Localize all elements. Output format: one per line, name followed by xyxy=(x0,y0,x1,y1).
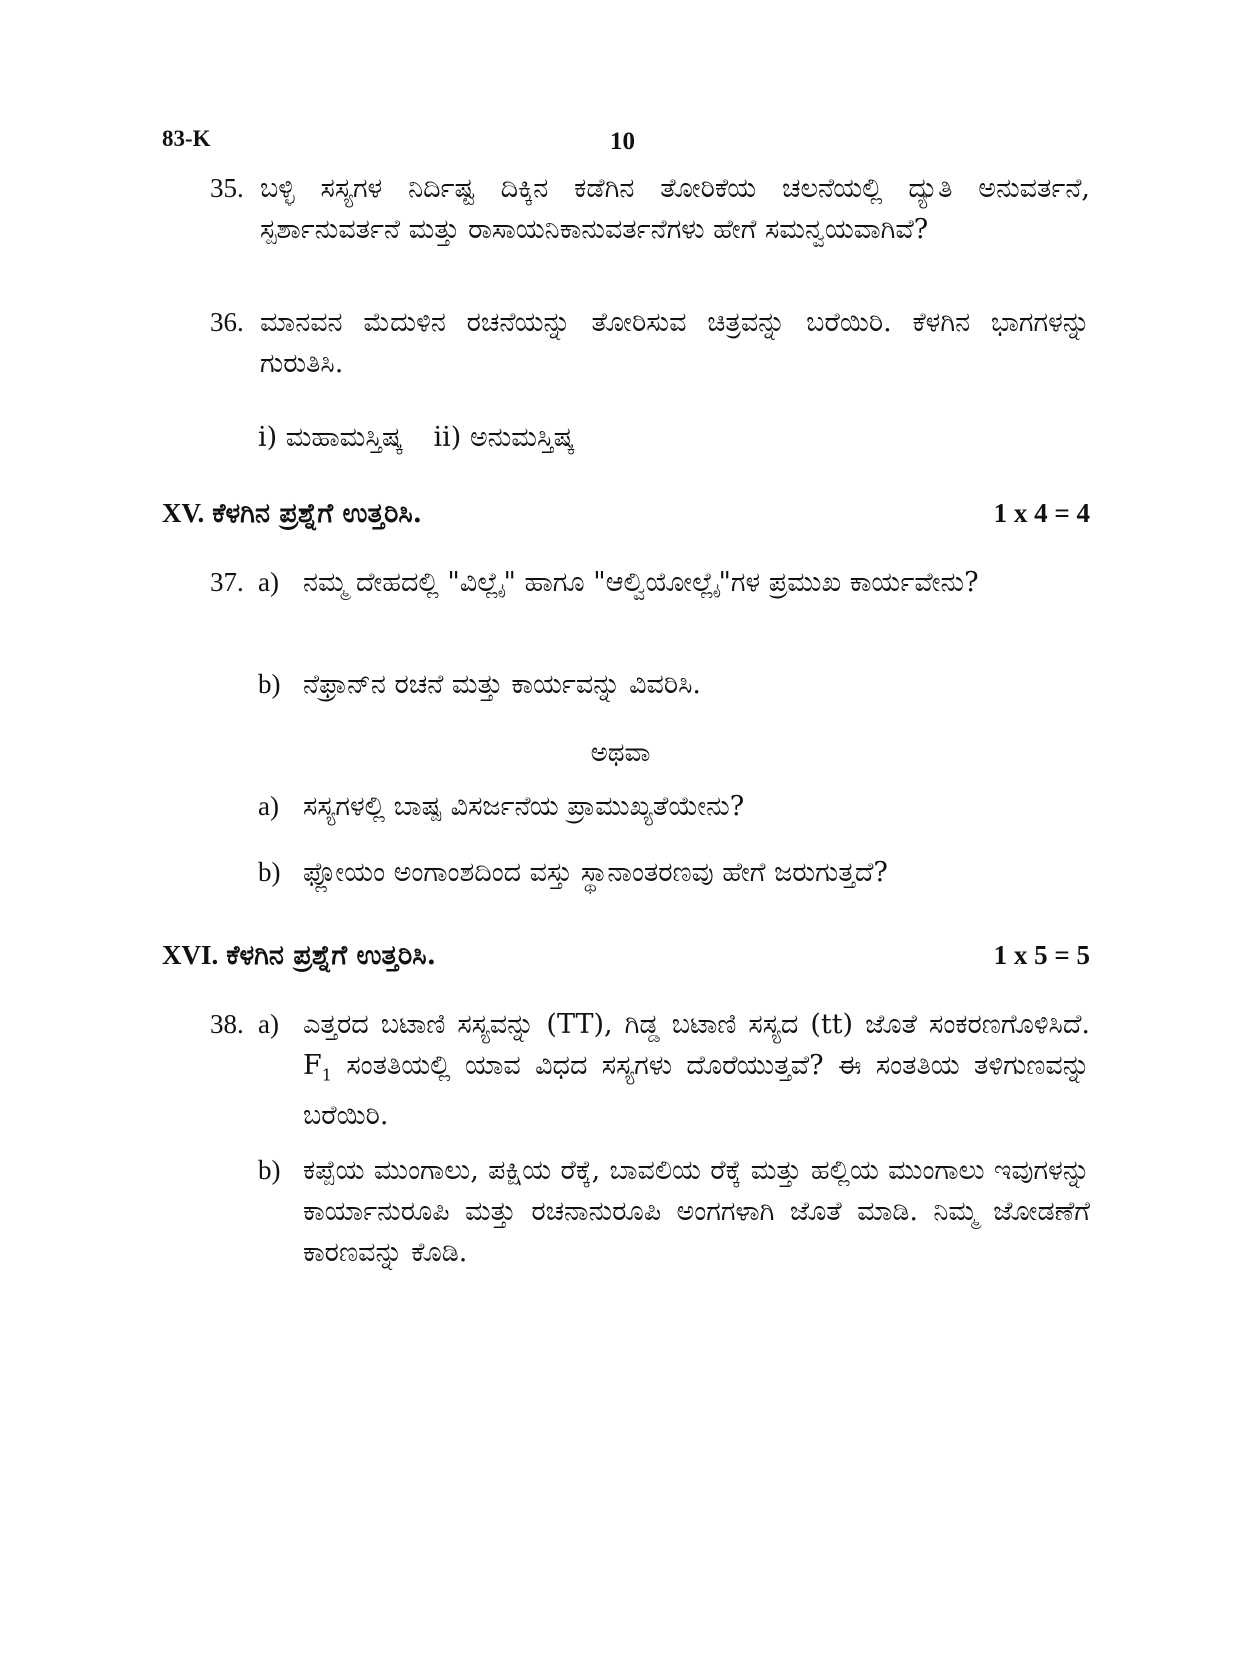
question-38b xyxy=(258,1150,1090,1273)
sub-text-part-1: ಎತ್ತರದ ಬಟಾಣಿ ಸಸ್ಯವನ್ನು (TT), ಗಿಡ್ಡ ಬಟಾಣಿ ಸಸ್ಯದ (tt) ಜೊತೆ ಸಂಕರಣಗೊಳಿಸಿದೆ. F xyxy=(303,1009,1090,1081)
question-36 xyxy=(210,302,1090,384)
question-37b xyxy=(258,664,1090,705)
question-number: 36. xyxy=(210,307,244,337)
subscript-1: 1 xyxy=(321,1065,332,1085)
sub-text: ಸಸ್ಯಗಳಲ್ಲಿ ಬಾಷ್ಪ ವಿಸರ್ಜನೆಯ ಪ್ರಾಮುಖ್ಯತೆಯೇನು? xyxy=(303,791,745,822)
sub-label: a) xyxy=(258,1009,279,1039)
question-text: ಬಳ್ಳಿ ಸಸ್ಯಗಳ ನಿರ್ದಿಷ್ಟ ದಿಕ್ಕಿನ ಕಡೆಗಿನ ತೋರಿಕೆಯ ಚಲನೆಯಲ್ಲಿ ದ್ಯುತಿ ಅನುವರ್ತನೆ, ಸ್ಪರ್ಶಾನುವರ್ತನೆ ಮತ್ತು ರಾಸಾಯನಿಕಾನುವರ್ತನೆಗಳು ಹೇಗೆ ಸಮನ್ವಯವಾಗಿವೆ? xyxy=(260,173,1090,245)
question-number: 37. xyxy=(210,567,244,597)
sub-label: b) xyxy=(258,1155,281,1185)
sub-text: ಫ್ಲೋಯಂ ಅಂಗಾಂಶದಿಂದ ವಸ್ತು ಸ್ಥಾನಾಂತರಣವು ಹೇಗೆ ಜರುಗುತ್ತದೆ? xyxy=(303,857,888,888)
sub-label: a) xyxy=(258,567,279,597)
question-37-alt-b xyxy=(258,852,1090,893)
section-title: ಕೆಳಗಿನ ಪ್ರಶ್ನೆಗೆ ಉತ್ತರಿಸಿ. xyxy=(226,940,437,971)
section-xvi-header xyxy=(162,940,1090,972)
question-number: 38. xyxy=(210,1009,244,1039)
section-number: XVI. xyxy=(162,940,219,970)
sub-label: b) xyxy=(258,857,281,887)
question-35 xyxy=(210,168,1090,250)
section-xv-header xyxy=(162,498,1090,530)
sub-text: ನಮ್ಮ ದೇಹದಲ್ಲಿ "ವಿಲ್ಲೈ" ಹಾಗೂ "ಆಲ್ವಿಯೋಲ್ಲೈ"ಗಳ ಪ್ರಮುಖ ಕಾರ್ಯವೇನು? xyxy=(303,567,979,598)
option-cerebellum: ii) ಅನುಮಸ್ತಿಷ್ಕ xyxy=(433,422,575,453)
sub-text: ನೆಫ್ರಾನ್‌ನ ರಚನೆ ಮತ್ತು ಕಾರ್ಯವನ್ನು ವಿವರಿಸಿ. xyxy=(303,669,701,700)
question-38a xyxy=(258,1004,1090,1136)
question-text: ಮಾನವನ ಮೆದುಳಿನ ರಚನೆಯನ್ನು ತೋರಿಸುವ ಚಿತ್ರವನ್ನು ಬರೆಯಿರಿ. ಕೆಳಗಿನ ಭಾಗಗಳನ್ನು ಗುರುತಿಸಿ. xyxy=(260,307,1090,379)
page-number: 10 xyxy=(610,128,635,155)
or-separator: ಅಥವಾ xyxy=(590,738,651,768)
section-marks: 1 x 4 = 4 xyxy=(993,498,1090,528)
section-number: XV. xyxy=(162,498,205,528)
question-36-options xyxy=(258,422,597,454)
sub-text: ಕಪ್ಪೆಯ ಮುಂಗಾಲು, ಪಕ್ಷಿಯ ರೆಕ್ಕೆ, ಬಾವಲಿಯ ರೆಕ್ಕೆ ಮತ್ತು ಹಲ್ಲಿಯ ಮುಂಗಾಲು ಇವುಗಳನ್ನು ಕಾರ್ಯಾನುರೂಪಿ ಮತ್ತು ರಚನಾನುರೂಪಿ ಅಂಗಗಳಾಗಿ ಜೊತೆ ಮಾಡಿ. ನಿಮ್ಮ ಜೋಡಣೆಗೆ ಕಾರಣವನ್ನು ಕೊಡಿ. xyxy=(303,1155,1090,1268)
section-title: ಕೆಳಗಿನ ಪ್ರಶ್ನೆಗೆ ಉತ್ತರಿಸಿ. xyxy=(212,498,423,529)
sub-text xyxy=(303,1004,1090,1136)
sub-label: b) xyxy=(258,669,281,699)
question-number: 35. xyxy=(210,173,244,203)
question-37-alt-a xyxy=(258,786,1090,827)
sub-text-part-2: ಸಂತತಿಯಲ್ಲಿ ಯಾವ ವಿಧದ ಸಸ್ಯಗಳು ದೊರೆಯುತ್ತವೆ? ಈ ಸಂತತಿಯ ತಳಿಗುಣವನ್ನು ಬರೆಯಿರಿ. xyxy=(303,1050,1090,1132)
paper-code: 83-K xyxy=(162,126,211,151)
option-cerebrum: i) ಮಹಾಮಸ್ತಿಷ್ಕ xyxy=(258,422,403,453)
sub-label: a) xyxy=(258,791,279,821)
question-37a xyxy=(258,562,1090,603)
section-marks: 1 x 5 = 5 xyxy=(993,940,1090,970)
